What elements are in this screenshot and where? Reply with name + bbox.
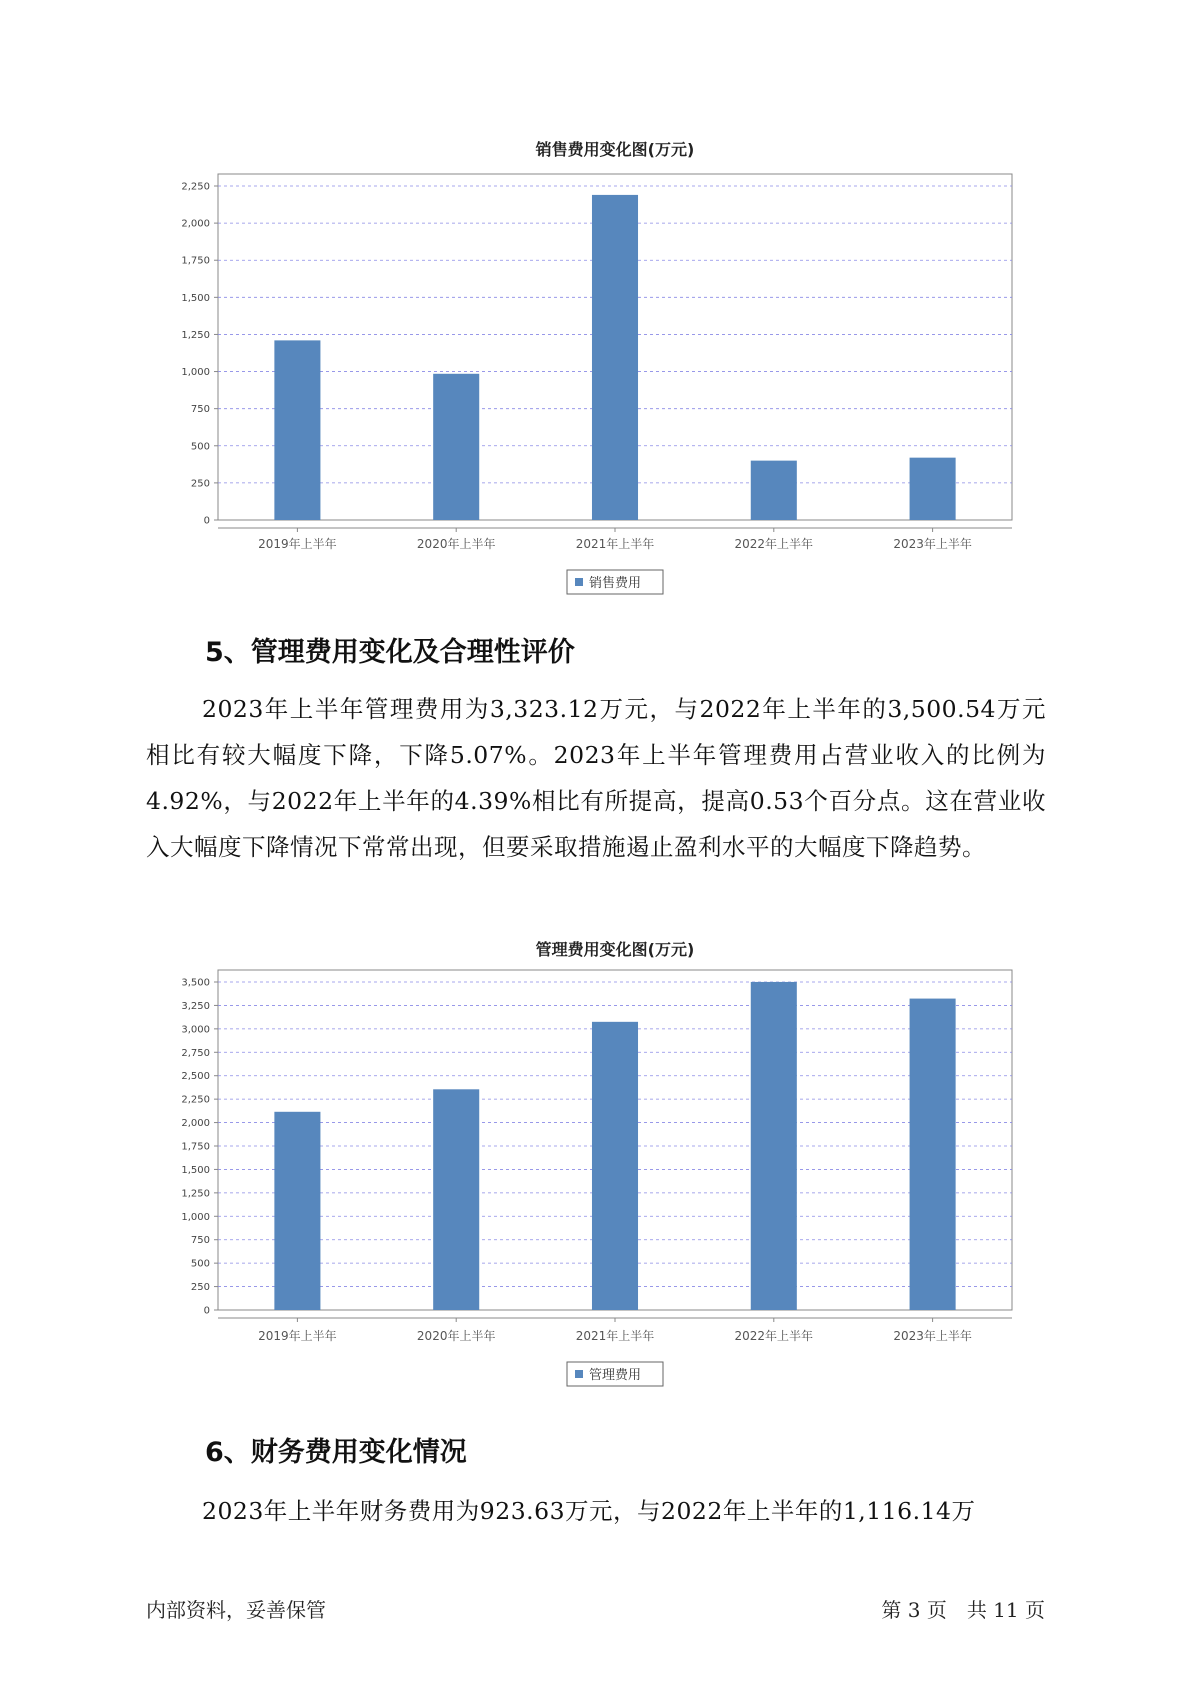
bar-1	[274, 340, 320, 520]
admin-expense-chart	[0, 930, 1191, 1390]
section-5-heading: 5、管理费用变化及合理性评价	[205, 637, 575, 668]
x-category-label: 2022年上半年	[734, 537, 814, 551]
y-tick-label: 1,500	[181, 292, 210, 304]
y-tick-label: 500	[190, 1258, 210, 1270]
section-5-paragraph: 2023年上半年管理费用为3,323.12万元，与2022年上半年的3,500.54万元相比有较大幅度下降，下降5.07%。2023年上半年管理费用占营业收入的比例为4.92%，与2022年上半年的4.39%相比有所提高，提高0.53个百分点。这在营业收入大幅度下降情况下常常出现，但要采取措施遏止盈利水平的大幅度下降趋势。	[146, 695, 1046, 861]
y-tick-label: 3,250	[181, 1000, 210, 1012]
y-tick-label: 3,000	[181, 1024, 210, 1036]
bar-3	[592, 1022, 638, 1310]
y-tick-label: 2,250	[181, 181, 210, 193]
bar-5	[910, 999, 956, 1310]
x-category-label: 2020年上半年	[416, 537, 496, 551]
y-tick-label: 1,750	[181, 1141, 210, 1153]
legend-label: 销售费用	[589, 576, 642, 591]
y-tick-label: 1,750	[181, 255, 210, 267]
footer-confidential-note: 内部资料，妥善保管	[146, 1598, 326, 1622]
bar-2	[433, 374, 479, 520]
x-category-label: 2021年上半年	[575, 1329, 655, 1343]
y-tick-label: 250	[190, 478, 210, 490]
chart-title: 管理费用变化图(万元)	[535, 940, 695, 959]
x-category-label: 2020年上半年	[416, 1329, 496, 1343]
y-tick-label: 2,250	[181, 1094, 210, 1106]
y-tick-label: 2,750	[181, 1047, 210, 1059]
bar-4	[751, 982, 797, 1310]
y-tick-label: 0	[203, 1305, 210, 1317]
x-category-label: 2023年上半年	[893, 1329, 972, 1343]
x-category-label: 2021年上半年	[575, 537, 655, 551]
x-category-label: 2022年上半年	[734, 1329, 814, 1343]
chart-title: 销售费用变化图(万元)	[535, 140, 695, 159]
y-tick-label: 2,000	[181, 218, 210, 230]
legend-swatch	[575, 1370, 583, 1378]
sales-expense-chart-svg	[0, 130, 1191, 600]
bar-5	[910, 458, 956, 520]
y-tick-label: 750	[190, 404, 210, 416]
y-tick-label: 1,250	[181, 329, 210, 341]
y-tick-label: 0	[203, 515, 210, 527]
y-tick-label: 2,000	[181, 1118, 210, 1130]
section-6-paragraph: 2023年上半年财务费用为923.63万元，与2022年上半年的1,116.14万	[202, 1497, 976, 1525]
bar-1	[274, 1112, 320, 1310]
y-tick-label: 1,250	[181, 1188, 210, 1200]
legend-label: 管理费用	[589, 1368, 642, 1383]
y-tick-label: 1,500	[181, 1164, 210, 1176]
sales-expense-chart	[0, 130, 1191, 600]
y-tick-label: 1,000	[181, 367, 210, 379]
bar-3	[592, 195, 638, 520]
y-tick-label: 750	[190, 1235, 210, 1247]
admin-expense-chart-svg	[0, 930, 1191, 1390]
y-tick-label: 500	[190, 441, 210, 453]
section-6-heading: 6、财务费用变化情况	[205, 1437, 467, 1468]
x-category-label: 2023年上半年	[893, 537, 972, 551]
y-tick-label: 3,500	[181, 977, 210, 989]
x-category-label: 2019年上半年	[258, 537, 337, 551]
y-tick-label: 1,000	[181, 1211, 210, 1223]
bar-4	[751, 461, 797, 520]
footer-page-number: 第 3 页 共 11 页	[881, 1598, 1045, 1622]
x-category-label: 2019年上半年	[258, 1329, 337, 1343]
legend-swatch	[575, 578, 583, 586]
y-tick-label: 2,500	[181, 1071, 210, 1083]
bar-2	[433, 1089, 479, 1310]
y-tick-label: 250	[190, 1282, 210, 1294]
